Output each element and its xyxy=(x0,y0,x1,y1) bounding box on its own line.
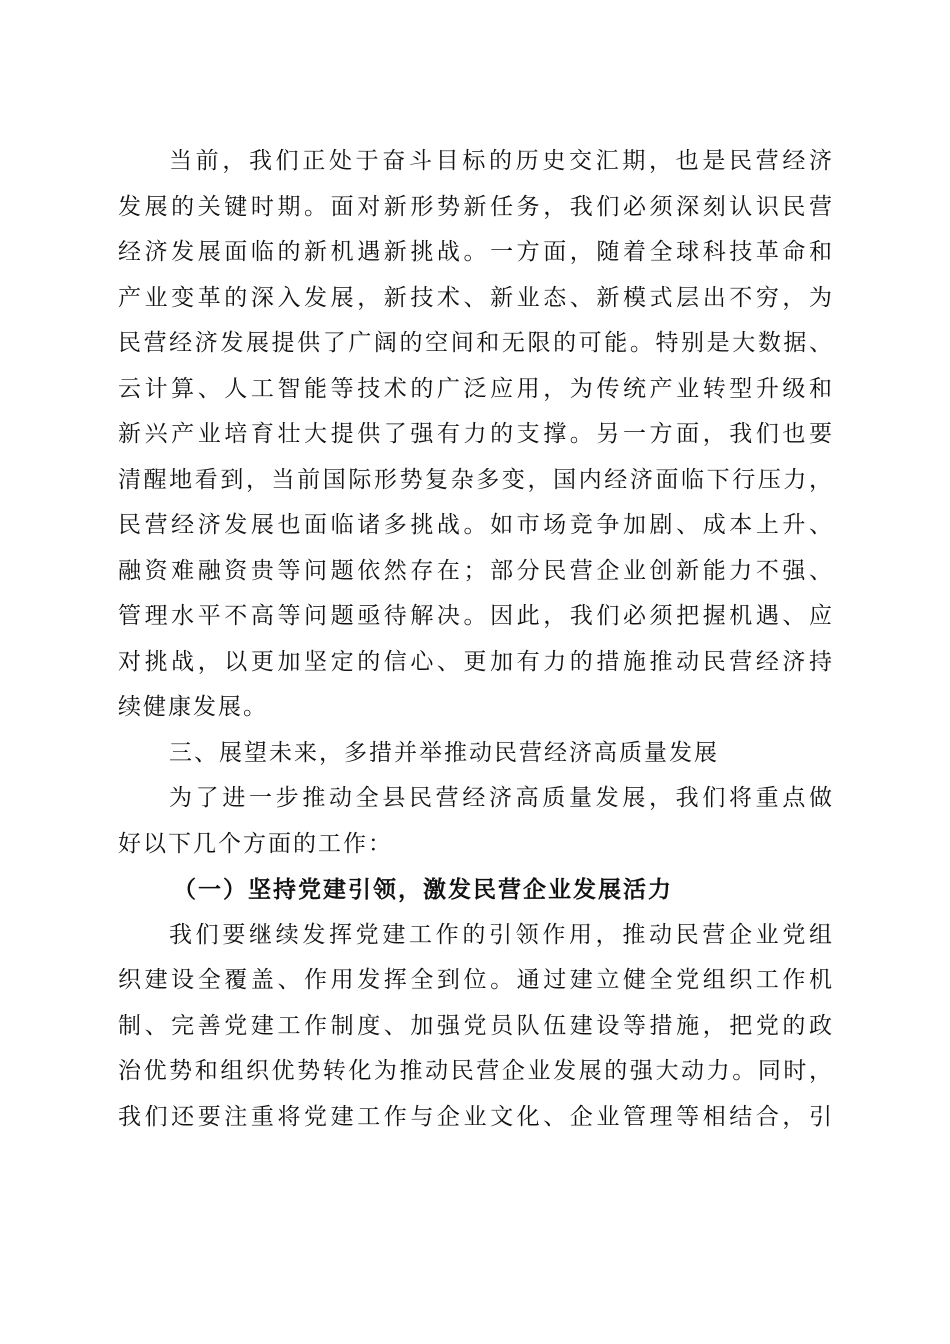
text-line: 发展的关键时期。面对新形势新任务，我们必须深刻认识民营 xyxy=(118,193,834,220)
paragraph-current-situation xyxy=(118,139,834,731)
document-body xyxy=(118,139,834,1140)
text-line: 我们要继续发挥党建工作的引领作用，推动民营企业党组 xyxy=(169,921,834,948)
text-line: 对挑战，以更加坚定的信心、更加有力的措施推动民营经济持 xyxy=(118,648,834,675)
text-line: 云计算、人工智能等技术的广泛应用，为传统产业转型升级和 xyxy=(118,375,834,402)
text-line: 织建设全覆盖、作用发挥全到位。通过建立健全党组织工作机 xyxy=(118,967,834,993)
text-line: 产业变革的深入发展，新技术、新业态、新模式层出不穷，为 xyxy=(118,284,834,311)
text-line: 清醒地看到，当前国际形势复杂多变，国内经济面临下行压力， xyxy=(118,466,834,493)
text-line: 我们还要注重将党建工作与企业文化、企业管理等相结合，引 xyxy=(118,1103,834,1130)
subsection-heading: （一）坚持党建引领，激发民营企业发展活力 xyxy=(173,876,673,903)
paragraph-party-building xyxy=(118,913,834,1141)
section-heading: 三、展望未来，多措并举推动民营经济高质量发展 xyxy=(169,739,719,766)
text-line: 新兴产业培育壮大提供了强有力的支撑。另一方面，我们也要 xyxy=(118,421,834,447)
text-line: 民营经济发展提供了广阔的空间和无限的可能。特别是大数据、 xyxy=(118,330,834,356)
text-line: 为了进一步推动全县民营经济高质量发展，我们将重点做 xyxy=(169,785,834,811)
text-line: 制、完善党建工作制度、加强党员队伍建设等措施，把党的政 xyxy=(118,1012,834,1039)
text-line: 融资难融资贵等问题依然存在；部分民营企业创新能力不强、 xyxy=(118,557,834,584)
text-line: 当前，我们正处于奋斗目标的历史交汇期，也是民营经济 xyxy=(169,148,834,174)
text-line: 续健康发展。 xyxy=(118,694,268,720)
text-line: 管理水平不高等问题亟待解决。因此，我们必须把握机遇、应 xyxy=(118,603,834,629)
text-line: 好以下几个方面的工作： xyxy=(118,830,393,857)
text-line: 治优势和组织优势转化为推动民营企业发展的强大动力。同时， xyxy=(118,1058,834,1084)
text-line: 民营经济发展也面临诸多挑战。如市场竞争加剧、成本上升、 xyxy=(118,512,834,538)
text-line: 经济发展面临的新机遇新挑战。一方面，随着全球科技革命和 xyxy=(118,239,834,265)
paragraph-intro xyxy=(118,776,834,867)
